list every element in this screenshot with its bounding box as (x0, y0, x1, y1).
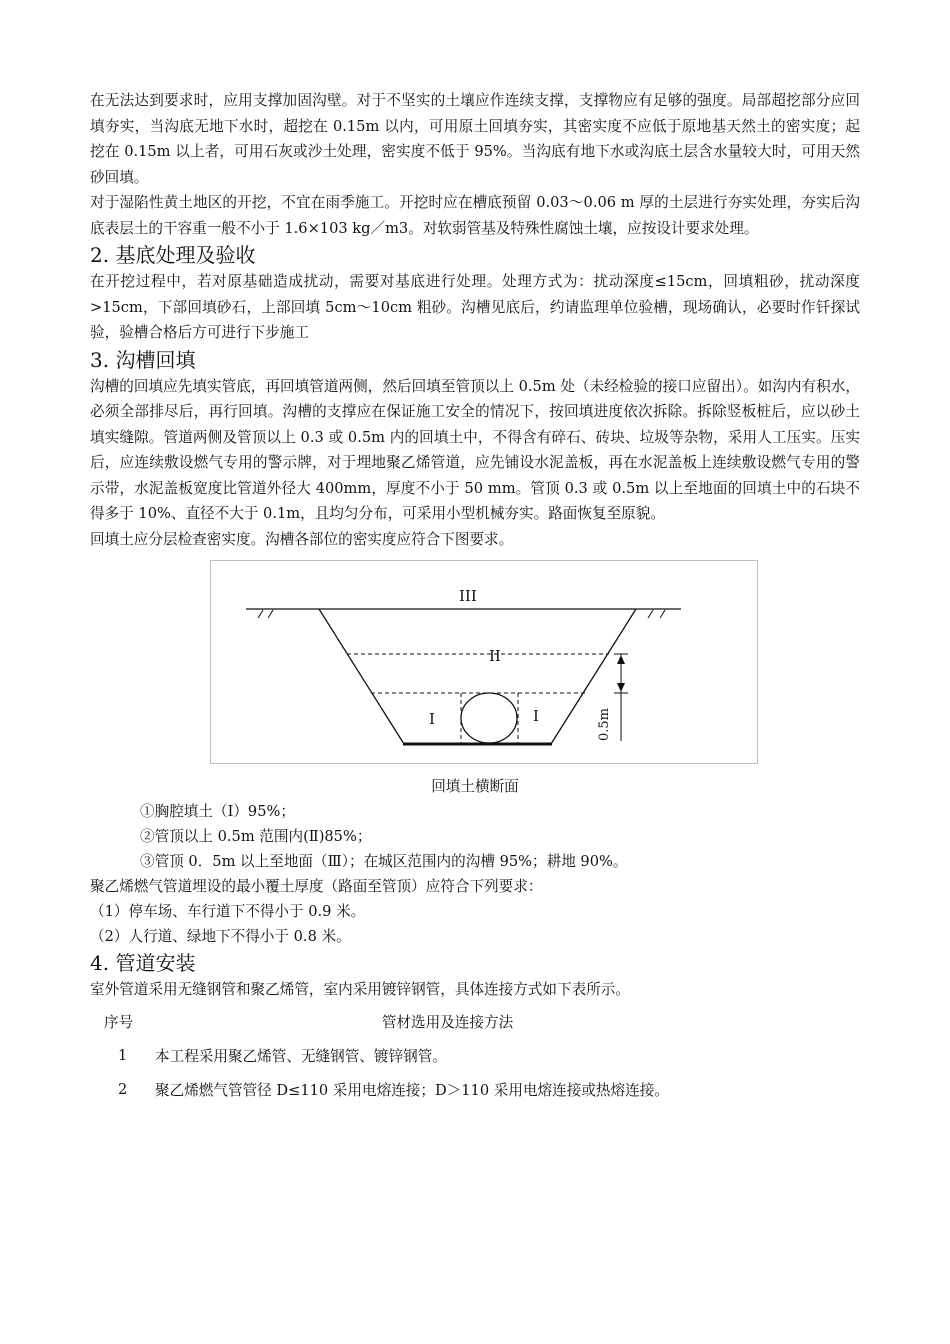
table-cell-method: 聚乙烯燃气管管径 D≤110 采用电熔连接；D＞110 采用电熔连接或热熔连接。 (155, 1082, 669, 1099)
table-cell-index: 2 (118, 1081, 128, 1098)
dimension-label: 0.5m (597, 707, 612, 741)
table-row (90, 1073, 860, 1107)
dimension-arrow-top (617, 655, 625, 664)
trench-diagram (211, 561, 757, 763)
zone-3-label: III (459, 587, 477, 605)
density-item-3: ③管顶 0．5m 以上至地面（Ⅲ）；在城区范围内的沟槽 95%；耕地 90%。 (140, 853, 628, 870)
trench-wall-left (319, 609, 404, 744)
density-item-2: ②管顶以上 0.5m 范围内(Ⅱ)85%； (140, 828, 372, 845)
table-header-row (90, 1005, 860, 1039)
cover-depth-item-1: （1）停车场、车行道下不得小于 0.9 米。 (90, 903, 366, 920)
zone-1-right-label: I (533, 707, 539, 725)
table-row (90, 1039, 860, 1073)
backfill-cross-section-figure (210, 560, 758, 764)
density-item-1: ①胸腔填土（Ⅰ）95%； (140, 803, 295, 820)
figure-caption: 回填土横断面 (431, 778, 519, 795)
section-2-title: 2. 基底处理及验收 (90, 243, 256, 267)
table-cell-method: 本工程采用聚乙烯管、无缝钢管、镀锌钢管。 (155, 1048, 447, 1065)
zone-1-left-label: I (429, 710, 435, 728)
pipe-circle (461, 693, 517, 743)
dimension-arrow-bottom (617, 683, 625, 692)
section-4-body: 室外管道采用无缝钢管和聚乙烯管，室内采用镀锌钢管，具体连接方式如下表所示。 (90, 981, 630, 998)
ground-hatch (258, 610, 665, 618)
table-header-method: 管材选用及连接方法 (381, 1014, 514, 1031)
table-cell-index: 1 (118, 1047, 128, 1064)
pipe-connection-table (90, 1005, 860, 1107)
cover-depth-intro: 聚乙烯燃气管道埋设的最小覆土厚度（路面至管顶）应符合下列要求： (90, 878, 543, 895)
zone-2-label: II (489, 647, 501, 665)
section-3-title: 3. 沟槽回填 (90, 347, 196, 372)
section-3-body: 沟槽的回填应先填实管底，再回填管道两侧，然后回填至管顶以上 0.5m 处（未经检验的接口应留出）。如沟内有积水，必须全部排尽后，再行回填。沟槽的支撑应在保证施工安全的情况下，按回填进度依次拆除。拆除竖板桩后，应以砂土填实缝隙。管道两侧及管顶以上 0.3 或 0.5m 内的回填土中，不得含有碎石、砖块、垃圾等杂物，采用人工压实。压实后，应连续敷设燃气专用的警示牌，对于埋地聚乙烯管道，应先铺设水泥盖板，再在水泥盖板上连续敷设燃气专用的警示带，水泥盖板宽度比管道外径大 400mm，厚度不小于 50 mm。管顶 0.3 或 0.5m 以上至地面的回填土中的石块不得多于 10%、直径不大于 0.1m，且均匀分布，可采用小型机械夯实。路面恢复至原貌。 (90, 377, 860, 522)
intro-paragraph-1: 在无法达到要求时，应用支撑加固沟壁。对于不坚实的土壤应作连续支撑，支撑物应有足够的强度。局部超挖部分应回填夯实，当沟底无地下水时，超挖在 0.15m 以内，可用原土回填夯实，其密实度不应低于原地基天然土的密实度；起挖在 0.15m 以上者，可用石灰或沙土处理，密实度不低于 95%。当沟底有地下水或沟底土层含水量较大时，可用天然砂回填。 (90, 92, 860, 186)
table-header-index: 序号 (104, 1014, 134, 1031)
section-3-body-2: 回填土应分层检查密实度。沟槽各部位的密实度应符合下图要求。 (90, 530, 514, 548)
trench-wall-right (551, 609, 636, 744)
document-page (90, 88, 860, 1107)
cover-depth-item-2: （2）人行道、绿地下不得小于 0.8 米。 (90, 928, 351, 945)
section-2-body: 在开挖过程中，若对原基础造成扰动，需要对基底进行处理。处理方式为：扰动深度≤15cm，回填粗砂，扰动深度>15cm，下部回填砂石，上部回填 5cm～10cm 粗砂。沟槽见底后，约请监理单位验槽，现场确认，必要时作钎探试验，验槽合格后方可进行下步施工 (90, 273, 860, 341)
section-4-title: 4. 管道安装 (90, 951, 196, 975)
intro-paragraph-2: 对于湿陷性黄土地区的开挖，不宜在雨季施工。开挖时应在槽底预留 0.03～0.06 m 厚的土层进行夯实处理，夯实后沟底表层土的干容重一般不小于 1.6×103 kg／m3。对软弱管基及特殊性腐蚀土壤，应按设计要求处理。 (90, 194, 860, 237)
